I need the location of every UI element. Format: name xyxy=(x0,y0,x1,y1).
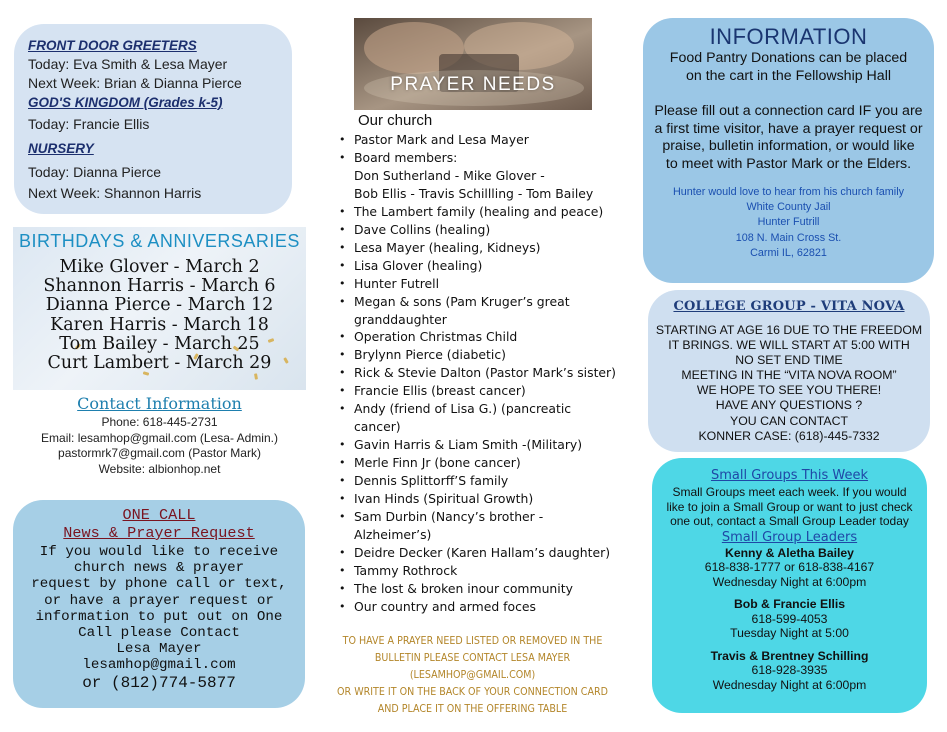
bullet-icon: • xyxy=(339,240,346,254)
prayer-item-text: Gavin Harris & Liam Smith -(Military) xyxy=(354,437,583,453)
bullet-icon: • xyxy=(339,258,346,272)
prayer-item-text: Francie Ellis (breast cancer) xyxy=(354,383,526,399)
bullet-icon: • xyxy=(339,222,346,236)
birthday-entry: Karen Harris - March 18 xyxy=(50,314,269,335)
prayer-item-text: Pastor Mark and Lesa Mayer xyxy=(354,132,529,147)
prayer-item xyxy=(336,239,636,257)
small-groups-panel xyxy=(652,458,927,713)
contact-email-admin[interactable]: Email: lesamhop@gmail.com (Lesa- Admin.) xyxy=(41,430,278,445)
nursery-next: Next Week: Shannon Harris xyxy=(28,185,202,201)
bullet-icon: • xyxy=(339,563,346,577)
prayer-item xyxy=(336,203,636,221)
prayer-item-text: Hunter Futrell xyxy=(354,275,440,291)
college-line: NO SET END TIME xyxy=(735,353,843,368)
contact-title: Contact Information xyxy=(77,394,242,413)
leader-name: Travis & Brentney Schilling xyxy=(710,648,869,663)
prayer-note-line: BULLETIN PLEASE CONTACT LESA MAYER xyxy=(374,652,571,664)
prayer-item-text: Lisa Glover (healing) xyxy=(354,257,483,273)
one-call-line: church news & prayer xyxy=(73,560,245,577)
prayer-note xyxy=(320,633,625,718)
prayer-item xyxy=(336,472,636,490)
prayer-item xyxy=(336,508,636,544)
prayer-item-text: Our country and armed foces xyxy=(354,598,537,614)
intro-line: like to join a Small Group or want to just check xyxy=(666,499,913,514)
prayer-item-text: Andy (friend of Lisa G.) (pancreatic xyxy=(354,401,572,417)
card-line: to meet with Pastor Mark or the Elders. xyxy=(665,155,912,172)
leader-entry xyxy=(652,546,927,590)
front-door-heading: FRONT DOOR GREETERS xyxy=(28,38,197,53)
prayer-item xyxy=(336,328,636,346)
bullet-icon: • xyxy=(339,294,346,308)
birthday-entry: Shannon Harris - March 6 xyxy=(43,276,276,297)
prayer-item xyxy=(336,221,636,239)
card-line: a first time visitor, have a prayer request or xyxy=(654,120,923,137)
one-call-line: Call please Contact xyxy=(78,625,240,642)
jail-line: White County Jail xyxy=(746,201,831,214)
bullet-icon: • xyxy=(339,456,346,470)
leader-entry xyxy=(652,597,927,641)
bullet-icon: • xyxy=(339,510,346,524)
leader-name: Kenny & Aletha Bailey xyxy=(725,545,854,560)
one-call-heading: ONE CALL xyxy=(122,506,196,524)
small-groups-intro xyxy=(652,485,927,529)
card-line: praise, bulletin information, or would like xyxy=(662,138,915,154)
prayer-item xyxy=(336,257,636,275)
nursery-today: Today: Dianna Pierce xyxy=(28,164,162,180)
bullet-icon: • xyxy=(339,133,346,146)
prayer-item xyxy=(336,275,636,293)
prayer-note-email[interactable]: (LESAMHOP@GMAIL.COM) xyxy=(409,669,536,681)
birthdays-list xyxy=(13,258,306,373)
bullet-icon: • xyxy=(339,204,346,218)
birthday-entry: Tom Bailey - March 25 xyxy=(59,333,260,354)
leader-phone: 618-838-1777 or 618-838-4167 xyxy=(704,560,875,574)
birthday-entry: Mike Glover - March 2 xyxy=(59,257,260,277)
prayer-item-text: Merle Finn Jr (bone cancer) xyxy=(354,455,521,471)
prayer-item-text: The Lambert family (healing and peace) xyxy=(354,203,604,219)
prayer-item-text: Tammy Rothrock xyxy=(354,562,458,578)
one-call-body xyxy=(13,544,305,692)
prayer-item-text: Rick & Stevie Dalton (Pastor Mark’s sister) xyxy=(354,365,616,381)
bullet-icon: • xyxy=(339,348,346,362)
kingdom-heading: GOD'S KINGDOM (Grades k-5) xyxy=(28,95,223,110)
prayer-item xyxy=(336,364,636,382)
front-door-today: Today: Eva Smith & Lesa Mayer xyxy=(28,56,228,72)
bullet-icon: • xyxy=(339,545,346,559)
bullet-icon: • xyxy=(339,150,346,164)
prayer-item-text: Lesa Mayer (healing, Kidneys) xyxy=(354,239,541,255)
prayer-item xyxy=(336,346,636,364)
birthday-entry: Dianna Pierce - March 12 xyxy=(45,295,274,316)
prayer-item-text: Operation Christmas Child xyxy=(354,329,518,345)
college-line: WE HOPE TO SEE YOU THERE! xyxy=(696,383,882,398)
prayer-note-line: TO HAVE A PRAYER NEED LISTED OR REMOVED IN THE xyxy=(342,635,603,647)
connection-card-text xyxy=(643,103,934,173)
prayer-item xyxy=(336,400,636,436)
bullet-icon: • xyxy=(339,492,346,506)
prayer-item-text: cancer) xyxy=(354,419,401,435)
birthdays-title: BIRTHDAYS & ANNIVERSARIES xyxy=(19,231,300,251)
information-title: INFORMATION xyxy=(709,24,868,49)
prayer-item xyxy=(336,490,636,508)
bullet-icon: • xyxy=(339,581,346,595)
college-line: YOU CAN CONTACT xyxy=(730,413,848,428)
college-line: STARTING AT AGE 16 DUE TO THE FREEDOM xyxy=(655,323,923,337)
leader-time: Wednesday Night at 6:00pm xyxy=(712,574,867,589)
prayer-item-text: Sam Durbin (Nancy’s brother - xyxy=(354,509,544,525)
prayer-item xyxy=(336,454,636,472)
pantry-text xyxy=(643,50,934,85)
bullet-icon: • xyxy=(339,366,346,380)
prayer-image xyxy=(354,18,592,110)
one-call-line: information to put out on One xyxy=(35,608,283,625)
prayer-item-text: The lost & broken inour community xyxy=(354,580,573,596)
contact-email-pastor[interactable]: pastormrk7@gmail.com (Pastor Mark) xyxy=(58,446,261,460)
pantry-line: on the cart in the Fellowship Hall xyxy=(685,67,892,84)
bullet-icon: • xyxy=(339,474,346,488)
birthdays-panel xyxy=(13,227,306,390)
college-group-panel xyxy=(648,290,930,452)
information-panel xyxy=(643,18,934,283)
contact-website[interactable]: Website: albionhop.net xyxy=(98,461,221,476)
prayer-item xyxy=(336,598,636,616)
prayer-item xyxy=(336,131,636,149)
jail-address xyxy=(643,185,934,261)
leader-time: Tuesday Night at 5:00 xyxy=(730,626,849,640)
college-line: MEETING IN THE “VITA NOVA ROOM” xyxy=(681,368,897,383)
jail-line: 108 N. Main Cross St. xyxy=(735,231,842,244)
leader-entry xyxy=(652,649,927,693)
one-call-email[interactable]: lesamhop@gmail.com xyxy=(82,657,236,674)
college-body xyxy=(648,323,930,444)
bullet-icon: • xyxy=(339,402,346,416)
prayer-item-text: Ivan Hinds (Spiritual Growth) xyxy=(354,491,534,507)
leader-name: Bob & Francie Ellis xyxy=(733,597,846,611)
jail-line: Carmi IL, 62821 xyxy=(750,246,827,259)
leader-time: Wednesday Night at 6:00pm xyxy=(712,677,867,692)
prayer-item-text: Alzheimer’s) xyxy=(354,526,432,542)
one-call-line: If you would like to receive xyxy=(39,544,279,560)
prayer-subtitle: Our church xyxy=(358,112,433,129)
praying-hands-icon xyxy=(354,18,592,110)
prayer-item-text: Don Sutherland - Mike Glover - xyxy=(354,167,545,183)
leader-phone: 618-599-4053 xyxy=(751,611,828,626)
bullet-icon: • xyxy=(339,599,346,613)
confetti-icon xyxy=(254,373,258,379)
leaders-title: Small Group Leaders xyxy=(721,529,858,545)
prayer-item xyxy=(336,436,636,454)
jail-line: Hunter Futrill xyxy=(757,216,820,229)
contact-phone: Phone: 618-445-2731 xyxy=(101,415,218,429)
one-call-line: request by phone call or text, xyxy=(31,576,287,593)
birthday-entry: Curt Lambert - March 29 xyxy=(47,353,272,374)
college-line: IT BRINGS. WE WILL START AT 5:00 WITH xyxy=(668,338,910,353)
prayer-item-text: Dennis Splittorff’S family xyxy=(354,473,509,489)
bullet-icon: • xyxy=(339,438,346,452)
college-line: KONNER CASE: (618)-445-7332 xyxy=(698,428,880,443)
prayer-item-text: Bob Ellis - Travis Schillling - Tom Bailey xyxy=(354,185,594,201)
college-title: COLLEGE GROUP - VITA NOVA xyxy=(673,299,905,314)
leader-phone: 618-928-3935 xyxy=(751,663,828,677)
card-line: Please fill out a connection card IF you are xyxy=(654,103,923,119)
prayer-title: PRAYER NEEDS xyxy=(390,74,556,95)
prayer-note-line: OR WRITE IT ON THE BACK OF YOUR CONNECTION CARD xyxy=(337,686,608,698)
prayer-item-text: Brylynn Pierce (diabetic) xyxy=(354,347,506,363)
prayer-item xyxy=(336,562,636,580)
pantry-line: Food Pantry Donations can be placed xyxy=(669,50,908,66)
one-call-line: Lesa Mayer xyxy=(116,641,202,658)
prayer-note-line: AND PLACE IT ON THE OFFERING TABLE xyxy=(377,703,568,715)
bullet-icon: • xyxy=(339,276,346,290)
prayer-item xyxy=(336,580,636,598)
jail-line: Hunter would love to hear from his church family xyxy=(672,186,905,198)
bullet-icon: • xyxy=(339,384,346,398)
prayer-item xyxy=(336,544,636,562)
intro-line: Small Groups meet each week. If you would xyxy=(672,485,907,499)
greeters-panel xyxy=(14,24,292,214)
kingdom-today: Today: Francie Ellis xyxy=(28,116,150,132)
contact-section xyxy=(14,394,305,477)
one-call-subheading: News & Prayer Request xyxy=(63,524,255,542)
prayer-item xyxy=(336,149,636,203)
intro-line: one out, contact a Small Group Leader today xyxy=(670,514,909,528)
prayer-list xyxy=(336,131,636,616)
one-call-line: or have a prayer request or xyxy=(44,592,274,609)
prayer-item xyxy=(336,293,636,329)
prayer-item-text: Dave Collins (healing) xyxy=(354,221,491,237)
nursery-heading: NURSERY xyxy=(28,141,94,156)
prayer-item-text: Board members: xyxy=(354,149,458,165)
front-door-next: Next Week: Brian & Dianna Pierce xyxy=(28,75,242,91)
small-groups-title: Small Groups This Week xyxy=(710,468,869,483)
college-line: HAVE ANY QUESTIONS ? xyxy=(715,398,863,413)
bullet-icon: • xyxy=(339,330,346,344)
one-call-phone: or (812)774-5877 xyxy=(82,673,236,692)
prayer-item xyxy=(336,382,636,400)
prayer-item-text: granddaughter xyxy=(354,311,447,327)
one-call-panel xyxy=(13,500,305,708)
prayer-item-text: Deidre Decker (Karen Hallam’s daughter) xyxy=(354,544,611,560)
prayer-item-text: Megan & sons (Pam Kruger’s great xyxy=(354,293,570,309)
